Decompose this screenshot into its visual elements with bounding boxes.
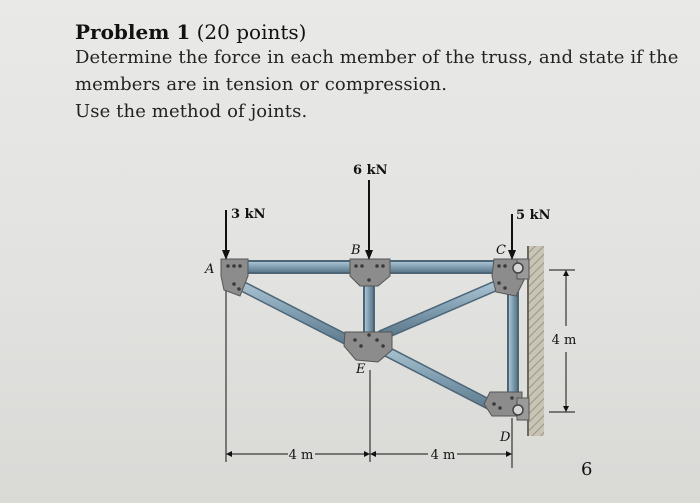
dimension-arrow-mid-left [364, 451, 370, 457]
problem-statement-line-3: Use the method of joints. [75, 101, 308, 122]
load-label-a: 3 kN [231, 207, 266, 222]
problem-points: (20 points) [196, 20, 307, 44]
dimension-arrow-mid-right [370, 451, 376, 457]
dimension-arrow-top [563, 270, 569, 276]
member-ec [382, 284, 500, 335]
pin-d [513, 405, 523, 415]
gusset-b [350, 259, 390, 286]
member-ae [236, 283, 357, 345]
page-number: 6 [581, 459, 593, 480]
joint-label-a: A [205, 262, 215, 277]
load-label-c: 5 kN [516, 208, 551, 223]
joint-label-e: E [356, 362, 366, 377]
dimension-arrow-right [506, 451, 512, 457]
dimension-label-vertical: 4 m [551, 333, 577, 348]
joint-label-d: D [500, 430, 511, 445]
problem-title: Problem 1 [75, 20, 191, 44]
pin-c [513, 263, 523, 273]
gusset-e [344, 332, 392, 362]
dimension-label-left: 4 m [288, 448, 314, 463]
joint-label-b: B [351, 243, 361, 258]
load-label-b: 6 kN [353, 163, 388, 178]
joint-label-c: C [496, 243, 506, 258]
dimension-label-right: 4 m [430, 448, 456, 463]
dimension-arrow-bottom [563, 406, 569, 412]
dimension-arrow-left [226, 451, 232, 457]
problem-statement-line-1: Determine the force in each member of the truss, and state if the [75, 47, 679, 68]
member-ed [380, 348, 500, 410]
problem-statement-line-2: members are in tension or compression. [75, 74, 448, 95]
wall-support [528, 246, 544, 436]
